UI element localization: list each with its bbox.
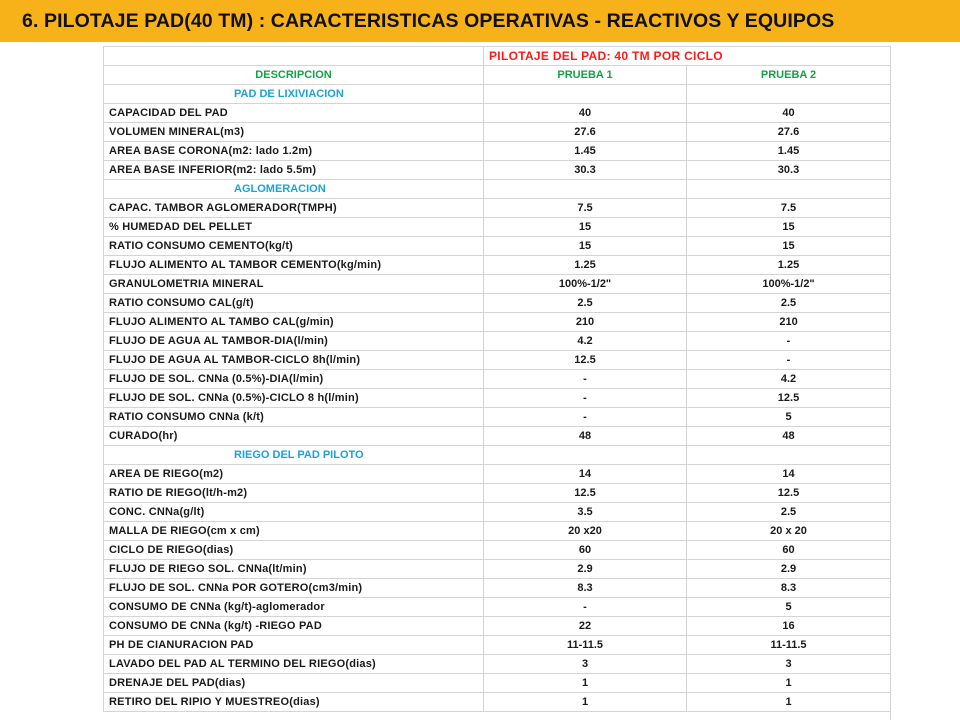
- row-description: FLUJO DE AGUA AL TAMBOR-CICLO 8h(l/min): [104, 351, 484, 370]
- table-row: [104, 123, 891, 142]
- section-title: AGLOMERACION: [104, 180, 484, 199]
- row-prueba-2-value: 12.5: [687, 389, 891, 408]
- table-row: [104, 351, 891, 370]
- row-prueba-2-value: 210: [687, 313, 891, 332]
- header-row: [104, 66, 891, 85]
- empty-cell: [484, 180, 687, 199]
- table-row: [104, 465, 891, 484]
- row-prueba-1-value: 15: [484, 237, 687, 256]
- slide-title-bar: [0, 0, 960, 42]
- section-row: [104, 180, 891, 199]
- table-row: [104, 142, 891, 161]
- row-description: RATIO CONSUMO CNNa (k/t): [104, 408, 484, 427]
- row-description: AREA BASE CORONA(m2: lado 1.2m): [104, 142, 484, 161]
- header-prueba-1: PRUEBA 1: [484, 66, 687, 85]
- row-description: FLUJO ALIMENTO AL TAMBOR CEMENTO(kg/min): [104, 256, 484, 275]
- row-prueba-1-value: 12.5: [484, 351, 687, 370]
- row-prueba-1-value: 14: [484, 465, 687, 484]
- row-prueba-2-value: 48: [687, 427, 891, 446]
- row-prueba-1-value: 60: [484, 541, 687, 560]
- table-row: [104, 275, 891, 294]
- table-row: [104, 237, 891, 256]
- table-row: [104, 522, 891, 541]
- row-prueba-2-value: 100%-1/2": [687, 275, 891, 294]
- row-prueba-2-value: 14: [687, 465, 891, 484]
- row-description: CAPAC. TAMBOR AGLOMERADOR(TMPH): [104, 199, 484, 218]
- row-prueba-1-value: 20 x20: [484, 522, 687, 541]
- row-description: RATIO CONSUMO CEMENTO(kg/t): [104, 237, 484, 256]
- row-prueba-2-value: 40: [687, 104, 891, 123]
- row-description: VOLUMEN MINERAL(m3): [104, 123, 484, 142]
- row-prueba-2-value: 1.45: [687, 142, 891, 161]
- table-row: [104, 484, 891, 503]
- table-row: [104, 332, 891, 351]
- row-prueba-1-value: 3: [484, 655, 687, 674]
- table-row: [104, 693, 891, 712]
- row-prueba-1-value: -: [484, 389, 687, 408]
- row-prueba-2-value: 2.9: [687, 560, 891, 579]
- sheet-right-border: [890, 46, 891, 720]
- row-description: GRANULOMETRIA MINERAL: [104, 275, 484, 294]
- row-prueba-1-value: 15: [484, 218, 687, 237]
- empty-cell: [104, 47, 484, 66]
- row-description: AREA BASE INFERIOR(m2: lado 5.5m): [104, 161, 484, 180]
- table-row: [104, 161, 891, 180]
- row-prueba-1-value: 22: [484, 617, 687, 636]
- row-description: CICLO DE RIEGO(dias): [104, 541, 484, 560]
- section-row: [104, 446, 891, 465]
- row-description: CAPACIDAD DEL PAD: [104, 104, 484, 123]
- row-prueba-1-value: 4.2: [484, 332, 687, 351]
- empty-cell: [687, 446, 891, 465]
- empty-cell: [687, 180, 891, 199]
- table-row: [104, 370, 891, 389]
- row-prueba-2-value: 60: [687, 541, 891, 560]
- row-description: RETIRO DEL RIPIO Y MUESTREO(dias): [104, 693, 484, 712]
- row-description: FLUJO DE AGUA AL TAMBOR-DIA(l/min): [104, 332, 484, 351]
- row-description: CONC. CNNa(g/lt): [104, 503, 484, 522]
- row-prueba-1-value: 27.6: [484, 123, 687, 142]
- section-row: [104, 85, 891, 104]
- row-prueba-1-value: 210: [484, 313, 687, 332]
- table-row: [104, 560, 891, 579]
- row-prueba-1-value: -: [484, 408, 687, 427]
- table-row: [104, 256, 891, 275]
- table-row: [104, 503, 891, 522]
- row-description: FLUJO DE SOL. CNNa (0.5%)-CICLO 8 h(l/min): [104, 389, 484, 408]
- row-prueba-1-value: 2.5: [484, 294, 687, 313]
- row-prueba-1-value: 1: [484, 674, 687, 693]
- row-description: RATIO CONSUMO CAL(g/t): [104, 294, 484, 313]
- section-title: RIEGO DEL PAD PILOTO: [104, 446, 484, 465]
- header-descripcion: DESCRIPCION: [104, 66, 484, 85]
- row-description: FLUJO DE RIEGO SOL. CNNa(lt/min): [104, 560, 484, 579]
- row-prueba-1-value: 7.5: [484, 199, 687, 218]
- row-description: FLUJO DE SOL. CNNa (0.5%)-DIA(l/min): [104, 370, 484, 389]
- row-prueba-2-value: 16: [687, 617, 891, 636]
- row-description: FLUJO ALIMENTO AL TAMBO CAL(g/min): [104, 313, 484, 332]
- row-description: AREA DE RIEGO(m2): [104, 465, 484, 484]
- row-prueba-2-value: 27.6: [687, 123, 891, 142]
- table-title: PILOTAJE DEL PAD: 40 TM POR CICLO: [484, 47, 891, 66]
- row-prueba-2-value: 1: [687, 693, 891, 712]
- row-prueba-1-value: 100%-1/2": [484, 275, 687, 294]
- row-prueba-1-value: -: [484, 370, 687, 389]
- row-prueba-1-value: 8.3: [484, 579, 687, 598]
- row-description: RATIO DE RIEGO(lt/h-m2): [104, 484, 484, 503]
- empty-cell: [484, 85, 687, 104]
- row-prueba-2-value: 20 x 20: [687, 522, 891, 541]
- table-row: [104, 541, 891, 560]
- row-prueba-2-value: 30.3: [687, 161, 891, 180]
- table-row: [104, 427, 891, 446]
- pilotaje-table: [103, 46, 891, 712]
- row-prueba-1-value: 11-11.5: [484, 636, 687, 655]
- spreadsheet-table-area: [103, 46, 898, 712]
- table-row: [104, 655, 891, 674]
- table-row: [104, 674, 891, 693]
- row-prueba-1-value: 1.25: [484, 256, 687, 275]
- row-prueba-1-value: 48: [484, 427, 687, 446]
- row-description: CONSUMO DE CNNa (kg/t) -RIEGO PAD: [104, 617, 484, 636]
- table-row: [104, 104, 891, 123]
- header-prueba-2: PRUEBA 2: [687, 66, 891, 85]
- row-prueba-1-value: 12.5: [484, 484, 687, 503]
- row-description: DRENAJE DEL PAD(dias): [104, 674, 484, 693]
- row-description: MALLA DE RIEGO(cm x cm): [104, 522, 484, 541]
- table-row: [104, 294, 891, 313]
- row-description: LAVADO DEL PAD AL TERMINO DEL RIEGO(dias): [104, 655, 484, 674]
- row-prueba-1-value: 1: [484, 693, 687, 712]
- row-description: PH DE CIANURACION PAD: [104, 636, 484, 655]
- row-prueba-2-value: 4.2: [687, 370, 891, 389]
- table-title-row: [104, 47, 891, 66]
- row-prueba-2-value: 15: [687, 237, 891, 256]
- empty-cell: [687, 85, 891, 104]
- row-prueba-2-value: 12.5: [687, 484, 891, 503]
- empty-cell: [484, 446, 687, 465]
- row-description: CURADO(hr): [104, 427, 484, 446]
- row-prueba-2-value: 11-11.5: [687, 636, 891, 655]
- row-prueba-2-value: 2.5: [687, 294, 891, 313]
- table-row: [104, 408, 891, 427]
- table-row: [104, 579, 891, 598]
- section-title: PAD DE LIXIVIACION: [104, 85, 484, 104]
- table-row: [104, 218, 891, 237]
- table-row: [104, 313, 891, 332]
- row-prueba-2-value: -: [687, 351, 891, 370]
- row-prueba-2-value: 7.5: [687, 199, 891, 218]
- table-row: [104, 598, 891, 617]
- row-prueba-2-value: 15: [687, 218, 891, 237]
- row-prueba-2-value: 8.3: [687, 579, 891, 598]
- row-prueba-1-value: 30.3: [484, 161, 687, 180]
- table-row: [104, 617, 891, 636]
- row-prueba-2-value: 5: [687, 408, 891, 427]
- slide-title: 6. PILOTAJE PAD(40 TM) : CARACTERISTICAS OPERATIVAS - REACTIVOS Y EQUIPOS: [22, 9, 835, 32]
- row-prueba-2-value: -: [687, 332, 891, 351]
- row-prueba-1-value: 40: [484, 104, 687, 123]
- row-prueba-2-value: 5: [687, 598, 891, 617]
- row-prueba-2-value: 2.5: [687, 503, 891, 522]
- row-description: CONSUMO DE CNNa (kg/t)-aglomerador: [104, 598, 484, 617]
- row-description: % HUMEDAD DEL PELLET: [104, 218, 484, 237]
- table-row: [104, 389, 891, 408]
- table-body: [104, 47, 891, 712]
- row-prueba-1-value: 3.5: [484, 503, 687, 522]
- row-prueba-2-value: 3: [687, 655, 891, 674]
- row-prueba-1-value: 2.9: [484, 560, 687, 579]
- table-row: [104, 199, 891, 218]
- row-prueba-1-value: -: [484, 598, 687, 617]
- row-prueba-2-value: 1: [687, 674, 891, 693]
- table-row: [104, 636, 891, 655]
- row-prueba-1-value: 1.45: [484, 142, 687, 161]
- row-prueba-2-value: 1.25: [687, 256, 891, 275]
- row-description: FLUJO DE SOL. CNNa POR GOTERO(cm3/min): [104, 579, 484, 598]
